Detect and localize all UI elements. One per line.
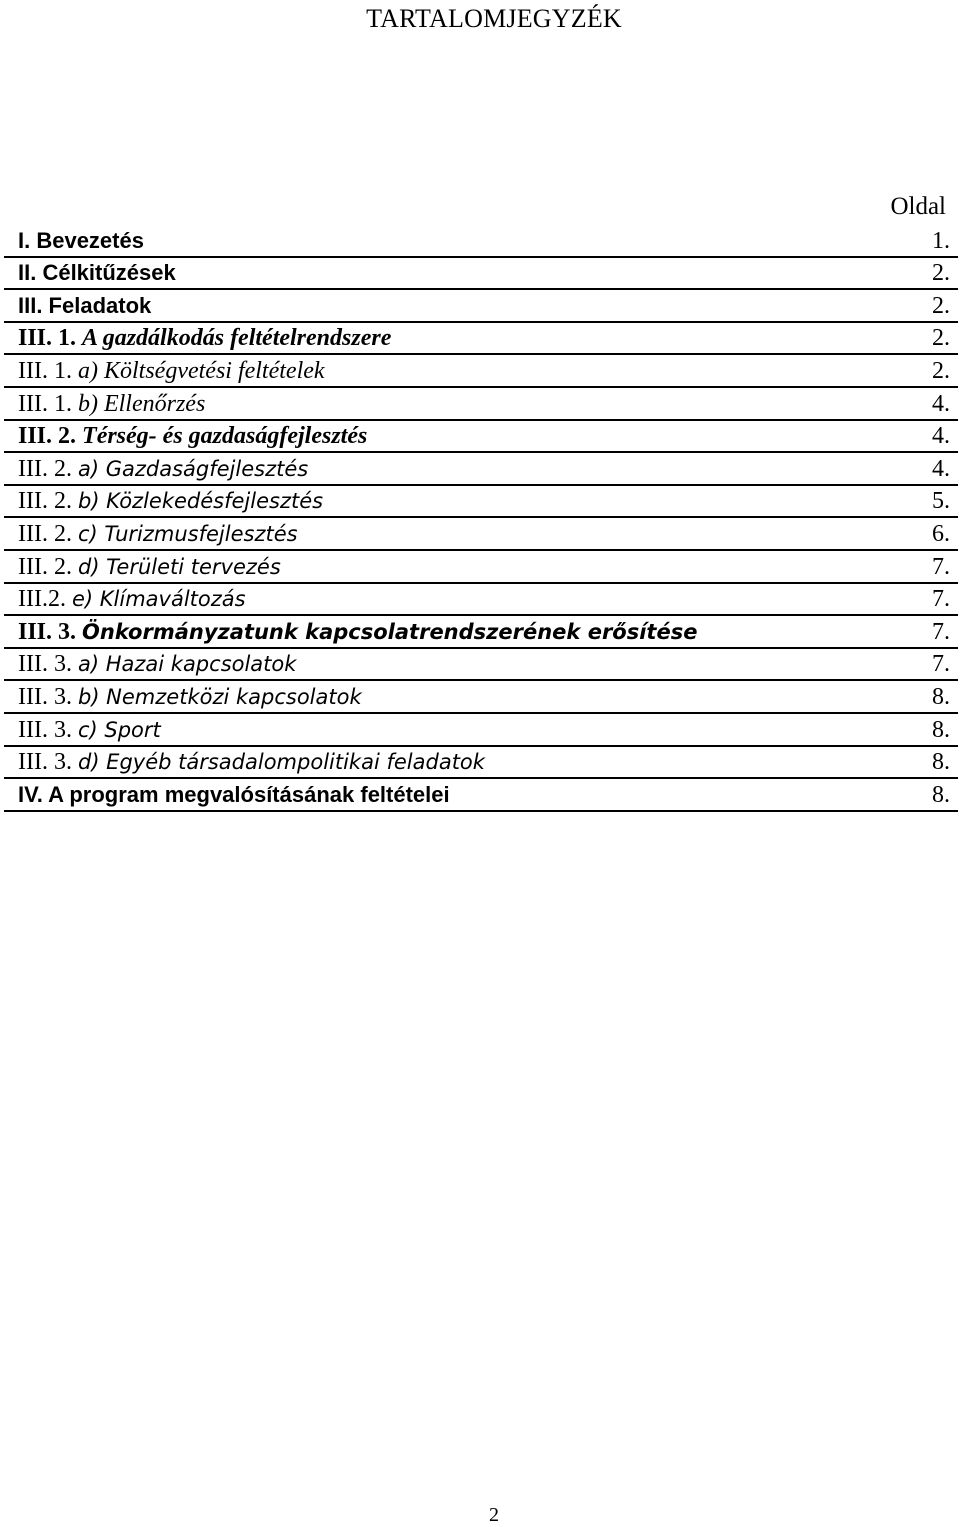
page-title: TARTALOMJEGYZÉK [366,4,622,33]
toc-entry-prefix: III. 1. [18,325,83,352]
toc-entry[interactable] [4,518,958,551]
toc-entry-text: d) Egyéb társadalompolitikai feladatok [77,750,485,775]
toc-entry-page: 7. [932,651,950,678]
toc-entry-label [18,356,325,386]
toc-entry-text: a) Költségvetési feltételek [77,357,325,384]
toc-entry[interactable] [4,681,958,714]
page-number: 2 [489,1504,499,1526]
toc-entry-label [18,552,281,582]
toc-entry-label: II. Célkitűzések [18,260,176,286]
page-column-header: Oldal [890,193,946,220]
toc-entry-prefix: III. 2. [18,553,78,580]
toc-entry-page: 2. [932,260,950,287]
toc-entry-label [18,519,298,549]
toc-entry-page: 4. [932,455,950,482]
toc-entry[interactable] [4,616,958,649]
toc-entry-text: a) Gazdaságfejlesztés [77,456,309,481]
toc-entry-label [18,454,308,484]
toc-entry[interactable] [4,486,958,519]
toc-entry-page: 8. [932,749,950,776]
toc-entry-prefix: III. 3. [18,716,78,743]
toc-entry-prefix: III. 2. [18,488,78,515]
toc-entry-page: 5. [932,488,950,515]
toc-entry[interactable] [4,355,958,388]
toc-entry-label [18,389,205,419]
toc-entry-text: b) Közlekedésfejlesztés [77,489,324,514]
toc-entry[interactable] [4,584,958,617]
toc-entry-page: 2. [932,325,950,352]
toc-entry-page: 8. [932,716,950,743]
toc-entry-page: 7. [932,618,950,645]
toc-entry-label [18,421,367,451]
toc-entry[interactable] [4,747,958,780]
toc-entry-prefix: III. 2. [18,520,78,547]
toc-entry[interactable] [4,323,958,356]
toc-entry-prefix: III. 3. [18,749,78,776]
toc-entry-prefix: III. 1. [18,390,78,417]
toc-entry-text: c) Sport [77,717,161,742]
toc-entry-page: 1. [932,227,950,254]
toc-entry-label [18,323,391,353]
toc-entry[interactable] [4,714,958,747]
toc-entry-text: Térség- és gazdaságfejlesztés [82,423,368,450]
toc-entry-page: 2. [932,292,950,319]
toc-entry-prefix: III. 3. [18,651,78,678]
toc-entry-prefix: III.2. [18,586,72,613]
toc-entry-prefix: III. 1. [18,357,78,384]
toc-entry[interactable] [4,388,958,421]
toc-entry[interactable] [4,290,958,323]
toc-entry-page: 8. [932,683,950,710]
toc-entry-page: 6. [932,520,950,547]
toc-entry-text: b) Nemzetközi kapcsolatok [77,684,362,709]
toc-entry-prefix: III. 2. [18,423,83,450]
toc-entry-text: c) Turizmusfejlesztés [77,521,298,546]
toc-entry-label [18,747,485,777]
toc-entry-text: b) Ellenőrzés [77,390,206,417]
toc-entry-text: d) Területi tervezés [77,554,281,579]
toc-entry-page: 7. [932,586,950,613]
toc-entry-label: III. Feladatok [18,292,152,318]
toc-entry[interactable] [4,779,958,812]
table-of-contents [4,225,958,812]
toc-entry-text: a) Hazai kapcsolatok [77,652,297,677]
toc-entry-label [18,715,161,745]
toc-entry-text: e) Klímaváltozás [71,587,246,612]
toc-entry-page: 2. [932,357,950,384]
toc-entry-prefix: III. 3. [18,618,83,645]
toc-entry[interactable] [4,421,958,454]
toc-entry-prefix: III. 3. [18,683,78,710]
toc-entry-label [18,682,362,712]
toc-entry[interactable] [4,649,958,682]
toc-entry-label [18,617,697,647]
toc-entry-page: 8. [932,781,950,808]
toc-entry-label: IV. A program megvalósításának feltételei [18,781,450,807]
toc-entry-page: 7. [932,553,950,580]
toc-entry[interactable] [4,453,958,486]
toc-entry-page: 4. [932,423,950,450]
toc-entry[interactable] [4,225,958,258]
toc-entry[interactable] [4,551,958,584]
toc-entry-label: I. Bevezetés [18,227,144,253]
toc-entry-label [18,486,323,516]
toc-entry-text: A gazdálkodás feltételrendszere [82,325,392,352]
toc-entry-text: Önkormányzatunk kapcsolatrendszerének erősítése [82,619,698,644]
toc-entry-label [18,584,246,614]
toc-entry-label [18,649,296,679]
toc-entry-page: 4. [932,390,950,417]
toc-entry[interactable] [4,258,958,291]
toc-entry-prefix: III. 2. [18,455,78,482]
